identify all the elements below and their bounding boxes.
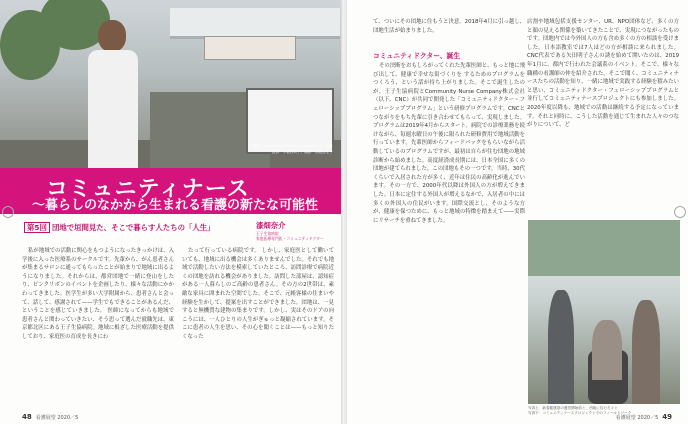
right-page [347,0,688,424]
right-folio [616,413,676,421]
journal-issue: 看護展望 2020／5 [615,415,659,421]
body-column-1-top [373,18,525,46]
body-text: その決断をおもしろがってくれた先輩医師と、もっと地に飛び出して、健康で幸せな街づくりを するためのプログラムをつくろう、という話が持ち上がりました。そこで誕生したのが、王子生協病院とCommunity Nurse Company株式会社（以下、CNC）が共同で開発した「コミュニティドクター・フェローシッププログラム」という研修プログラムです。CNCとつながりをもち先輩に引き合わせてもらって、実現しました。 プログラムは2019年4月からスタート。病院での診療業務を続けながら、毎週水曜日の午後に限られた研修費用で地域活動を行っています。先輩医師からフィードバックをもらいながら活動しているのプログラムですが、最初は自らが住む団地の地域診断から始めました。高度経済成長期には、日本全国に多くの団地が建てられました。この団地もその一つです。当時、30代くらいで入居された方が多く、近年は住民の高齢化が進んでいます。その一方で、2000年代以降は外国人の方が増えてきました。日本に定住する外国人が増えるなかで、入居者の中には多くの外国人の住民がいます。国際交流とし、そのような方が、健康を保つために、もっと地域の特徴を踏まえて——実際にリサーチを重ねてきました。 [373,63,525,224]
series-number: 第5回 [24,222,50,233]
body-column-1 [373,62,525,410]
article-title: コミュニティナース [46,177,250,202]
journal-issue: 看護展望 2020／5 [35,415,79,421]
article-subtitle: 〜暮らしのなかから生まれる看護の新たな可能性 [32,198,319,213]
photo-credit: 撮影：Community Nursing Company 株式会社 提供：小坂谷利子／撮影・国島志生子 [252,144,333,154]
body-text: たって行っている病院です。 しかし、家庭医として働いていても、地域に出る機会は多くありませんでした。それでも地域で活動したい方法を模索していたところ、訪問診療で病院近くの団地を訪れる機会がありました。訪問した部屋は、認知症がある一人暮らしのご高齢の患者さん。その方の2世帯は、素敵な家具に囲まれた空間でした。そこで、元帳客様の住まいや経験を生かして、提案を出すことができました。団地は、一見すると無機質な建物の集まりです。しかし、実はそのドアの向こうには、一人ひとりの人生がぎゅっと凝縮されています。そこに患者の人生を思い、その心を聞くことは——もっと知りたくなった [182,248,334,340]
body-column-2 [182,247,334,411]
registration-mark [2,206,14,218]
person-figure [86,20,140,168]
body-text: 私が地域での活動に関心をもつようになったきっかけは、入学後に入った医療系のサークルです。先輩から、がん患者さんが集まるサロンに通ってもらったことが始まりで地域に出るようになりました。それからは、都営団地で一緒に登山をしたり、ピンクリボンのイベントを企画したり、様々な活動にかかわってきました。医学生が多い大学附属から、患者さんと会って、話して、感謝されて——学生でもできることがあるんだ、ということを感じていきました。 医師になってからも地域で患者さんと関わっていきたい、そう思って選んだ就職先は、東京都北区にある王子生協病院。地域に根ざした医療活動を提供しており、家庭医の育成を長きにわ [22,248,174,340]
author-name: 漆畑奈介 [256,221,286,230]
photo-caption: 写真上：新春健康祭の運営開始前と、団地に住む方々と 写真下：コミュニティナースプロジェクトでのフィールドワーク [528,406,632,415]
body-column-2 [527,18,679,228]
section-heading: コミュニティドクター、誕生 [373,52,461,60]
author-affiliation: 王子生協病院 家庭医療専門医・コミュニティドクター [256,231,324,241]
page-number: 48 [22,413,32,421]
series-heading [24,222,215,233]
series-title: 団地で垣間見た、そこで暮らす人たちの「人生」 [51,223,215,232]
body-column-1 [22,247,174,411]
body-text: 店割や地域包括支援センター、UR、NPO団体など、多くの方と顔の見える関係を築いてきたことで、実現につながったものです。団地内では今外国人の方も含め多くの方の相談を受けました。日本語教室では7人ほどの方が相談に来られました。 CNC代表である矢田明子さんの誘を始めて開いたのは、2019年1月に、都内で行われた会議系のイベント。そこで、様々な職種の看護師の仲を紹介された。そこで聞く、コミュニティナースたちの活動を知り、一緒に地域で実践する経験を積みたいと思い、コミュニティドクター・フェローシッププログラムと並行してコミュニティナースプロジェクトにも参加しました。 2020年度以降も、地域での活動は継続する予定になっています。それと同時に、こうした活動を通じて生まれた人々のつながりについて、ど [527,19,679,129]
body-text: て、ついにその団地に住もうと決意。2018年4月に引っ越し、団地生活が始まりました。 [373,19,525,34]
page-number: 49 [662,413,672,421]
registration-mark [674,206,686,218]
left-page [0,0,341,424]
fieldwork-photo [528,220,680,404]
left-folio [22,413,78,421]
